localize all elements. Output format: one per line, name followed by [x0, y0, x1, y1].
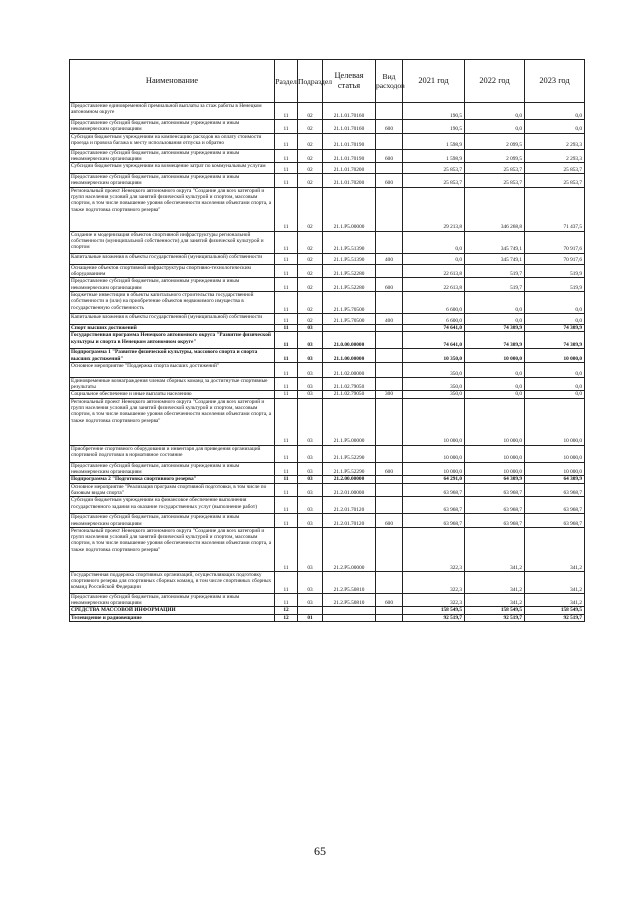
- table-row: [70, 174, 585, 188]
- row-name: Государственная поддержка спортивных организаций, осуществляющих подготовку спортивного резерва для спортивных сборных команд, в том числе спортивных сборных команд Российской Федерации: [70, 571, 275, 593]
- row-expense-type: [376, 362, 403, 377]
- row-name: Спорт высших достижений: [70, 324, 275, 331]
- row-amount-2022: 158 549,5: [465, 607, 525, 614]
- row-amount-2022: 0,0: [465, 377, 525, 391]
- row-name: Капитальные вложения в объекты государственной (муниципальной) собственности: [70, 253, 275, 264]
- row-subsection: 03: [298, 362, 323, 377]
- row-subsection: 03: [298, 497, 323, 514]
- row-amount-2023: 0,0: [525, 103, 585, 120]
- row-expense-type: [376, 103, 403, 120]
- row-section: 11: [275, 253, 298, 264]
- row-subsection: 02: [298, 264, 323, 278]
- table-row: [70, 163, 585, 174]
- row-amount-2021: 92 519,7: [403, 614, 465, 621]
- row-amount-2021: 350,0: [403, 391, 465, 398]
- table-row: [70, 313, 585, 324]
- row-amount-2023: 0,0: [525, 291, 585, 313]
- row-target-article: 21.1.P5.00000: [323, 187, 376, 231]
- row-amount-2023: 0,0: [525, 313, 585, 324]
- row-expense-type: [376, 483, 403, 497]
- row-subsection: 03: [298, 571, 323, 593]
- row-name: Субсидии бюджетным учреждениям на возмещение затрат по коммунальным услугам: [70, 163, 275, 174]
- table-row: [70, 231, 585, 253]
- row-expense-type: 600: [376, 174, 403, 188]
- row-amount-2022: 341,2: [465, 571, 525, 593]
- header-subsection: Подраздел: [298, 60, 323, 103]
- row-name: Создание и модернизация объектов спортивной инфраструктуры региональной собственности (муниципальной собственности) для занятий физической культурой и спортом: [70, 231, 275, 253]
- row-target-article: 21.1.P5.51390: [323, 231, 376, 253]
- row-amount-2021: 29 213,8: [403, 187, 465, 231]
- row-name: Основное мероприятие "Поддержка спорта высших достижений": [70, 362, 275, 377]
- row-name: Телевидение и радиовещание: [70, 614, 275, 621]
- row-name: Региональный проект Ненецкого автономного округа "Создание для всех категорий и групп населения условий для занятий физической культурой и спортом, массовым спортом, в том числе повышение уровня обеспеченности населения объектами спорта, а также подготовка спортивного резерва": [70, 527, 275, 571]
- table-row: [70, 264, 585, 278]
- row-subsection: 02: [298, 278, 323, 292]
- row-amount-2022: 25 853,7: [465, 174, 525, 188]
- table-row: [70, 571, 585, 593]
- row-section: 11: [275, 462, 298, 476]
- row-target-article: 21.1.P5.52280: [323, 278, 376, 292]
- row-amount-2021: 63 968,7: [403, 497, 465, 514]
- row-name: Капитальные вложения в объекты государственной (муниципальной) собственности: [70, 313, 275, 324]
- header-year-2023: 2023 год: [525, 60, 585, 103]
- row-subsection: [298, 607, 323, 614]
- row-target-article: 21.1.01.70160: [323, 103, 376, 120]
- row-section: 11: [275, 133, 298, 149]
- row-name: Основное мероприятие "Реализация программ спортивной подготовки, в том числе по базовым видам спорта": [70, 483, 275, 497]
- row-amount-2022: 519,7: [465, 264, 525, 278]
- row-amount-2022: 0,0: [465, 391, 525, 398]
- row-subsection: 02: [298, 120, 323, 134]
- header-year-2022: 2022 год: [465, 60, 525, 103]
- row-name: Субсидии бюджетным учреждениям на компенсацию расходов на оплату стоимости проезда и провоза багажа к месту использования отпуска и обратно: [70, 133, 275, 149]
- row-expense-type: 400: [376, 253, 403, 264]
- table-row: [70, 593, 585, 607]
- row-amount-2023: 341,2: [525, 571, 585, 593]
- table-row: [70, 377, 585, 391]
- row-amount-2021: 190,5: [403, 103, 465, 120]
- row-subsection: 02: [298, 103, 323, 120]
- row-amount-2022: 10 000,0: [465, 462, 525, 476]
- row-section: 11: [275, 103, 298, 120]
- row-target-article: 21.2.P5.50810: [323, 593, 376, 607]
- row-amount-2021: 63 968,7: [403, 483, 465, 497]
- row-amount-2022: 63 968,7: [465, 497, 525, 514]
- row-subsection: 03: [298, 593, 323, 607]
- row-subsection: 01: [298, 614, 323, 621]
- row-expense-type: [376, 614, 403, 621]
- row-amount-2021: 63 968,7: [403, 514, 465, 528]
- row-section: 11: [275, 231, 298, 253]
- row-subsection: 02: [298, 133, 323, 149]
- row-amount-2023: 341,2: [525, 527, 585, 571]
- row-amount-2023: 10 000,0: [525, 462, 585, 476]
- row-name: Предоставление субсидий бюджетным, автономным учреждениям и иным некоммерческим организациям: [70, 462, 275, 476]
- budget-table-sheet: [69, 59, 584, 622]
- row-expense-type: [376, 231, 403, 253]
- row-expense-type: [376, 163, 403, 174]
- row-amount-2023: 74 309,9: [525, 324, 585, 331]
- table-row: [70, 120, 585, 134]
- row-amount-2022: 346 268,8: [465, 187, 525, 231]
- row-amount-2021: 10 000,0: [403, 462, 465, 476]
- row-name: Предоставление субсидий бюджетным, автономным учреждениям и иным некоммерческим организациям: [70, 174, 275, 188]
- row-expense-type: 600: [376, 278, 403, 292]
- row-amount-2021: 74 641,0: [403, 332, 465, 349]
- budget-table: [69, 59, 585, 622]
- row-section: 11: [275, 149, 298, 163]
- row-name: Приобретение спортивного оборудования и инвентаря для приведения организаций спортивной подготовки в нормативное состояние: [70, 445, 275, 462]
- row-subsection: 03: [298, 391, 323, 398]
- row-name: Социальное обеспечение и иные выплаты населению: [70, 391, 275, 398]
- row-section: 11: [275, 593, 298, 607]
- table-row: [70, 103, 585, 120]
- row-expense-type: 400: [376, 313, 403, 324]
- row-name: Подпрограмма 2 "Подготовка спортивного резерва": [70, 476, 275, 483]
- row-amount-2022: 74 309,9: [465, 332, 525, 349]
- row-expense-type: 600: [376, 149, 403, 163]
- row-section: 11: [275, 377, 298, 391]
- row-target-article: 21.1.02.00000: [323, 362, 376, 377]
- header-expense-type: Вид расходов: [376, 60, 403, 103]
- row-amount-2023: 2 293,3: [525, 133, 585, 149]
- row-expense-type: [376, 291, 403, 313]
- table-row: [70, 497, 585, 514]
- row-name: Предоставление единовременной премиальной выплаты за стаж работы в Ненецком автономном округе: [70, 103, 275, 120]
- row-expense-type: [376, 398, 403, 445]
- row-expense-type: 600: [376, 462, 403, 476]
- table-header-row: [70, 60, 585, 103]
- row-section: 11: [275, 264, 298, 278]
- row-name: Единовременные вознаграждения членам сборных команд за достигнутые спортивные результаты: [70, 377, 275, 391]
- row-expense-type: [376, 377, 403, 391]
- row-amount-2022: 341,2: [465, 593, 525, 607]
- row-target-article: 21.1.00.00000: [323, 349, 376, 363]
- row-amount-2022: 2 099,5: [465, 149, 525, 163]
- row-subsection: 02: [298, 231, 323, 253]
- row-amount-2022: 0,0: [465, 362, 525, 377]
- row-amount-2022: 0,0: [465, 120, 525, 134]
- row-target-article: 21.2.01.70120: [323, 514, 376, 528]
- row-expense-type: 300: [376, 391, 403, 398]
- row-amount-2021: 64 291,0: [403, 476, 465, 483]
- table-row: [70, 398, 585, 445]
- row-name: Региональный проект Ненецкого автономного округа "Создание для всех категорий и групп населения условий для занятий физической культурой и спортом, массовым спортом, в том числе повышение уровня обеспеченности населения объектами спорта, а также подготовка спортивного резерва": [70, 398, 275, 445]
- row-subsection: 02: [298, 187, 323, 231]
- row-amount-2021: 10 000,0: [403, 398, 465, 445]
- row-target-article: 21.2.01.70120: [323, 497, 376, 514]
- row-subsection: 03: [298, 514, 323, 528]
- row-section: 12: [275, 607, 298, 614]
- row-target-article: [323, 614, 376, 621]
- row-amount-2021: 158 549,5: [403, 607, 465, 614]
- table-row: [70, 253, 585, 264]
- row-section: 11: [275, 571, 298, 593]
- table-body: [70, 103, 585, 622]
- row-section: 11: [275, 483, 298, 497]
- row-amount-2022: 341,2: [465, 527, 525, 571]
- row-amount-2021: 0,0: [403, 231, 465, 253]
- row-subsection: 02: [298, 253, 323, 264]
- row-amount-2023: 158 549,5: [525, 607, 585, 614]
- row-subsection: 02: [298, 149, 323, 163]
- table-row: [70, 349, 585, 363]
- row-amount-2023: 0,0: [525, 362, 585, 377]
- row-target-article: [323, 607, 376, 614]
- row-target-article: 21.0.00.00000: [323, 332, 376, 349]
- row-name: Государственная программа Ненецкого автономного округа "Развитие физической культуры и спорта в Ненецком автономном округе": [70, 332, 275, 349]
- row-subsection: 03: [298, 377, 323, 391]
- row-amount-2022: 63 968,7: [465, 514, 525, 528]
- row-subsection: 03: [298, 476, 323, 483]
- row-expense-type: [376, 332, 403, 349]
- row-subsection: 03: [298, 398, 323, 445]
- table-row: [70, 527, 585, 571]
- row-amount-2023: 0,0: [525, 120, 585, 134]
- row-target-article: 21.1.P5.52280: [323, 264, 376, 278]
- row-amount-2023: 0,0: [525, 377, 585, 391]
- row-target-article: 21.1.01.70190: [323, 149, 376, 163]
- row-target-article: 21.1.02.79050: [323, 391, 376, 398]
- row-name: СРЕДСТВА МАССОВОЙ ИНФОРМАЦИИ: [70, 607, 275, 614]
- row-amount-2021: 322,3: [403, 593, 465, 607]
- table-row: [70, 445, 585, 462]
- row-target-article: [323, 324, 376, 331]
- table-row: [70, 362, 585, 377]
- row-section: 11: [275, 187, 298, 231]
- row-section: 11: [275, 313, 298, 324]
- row-target-article: 21.1.P5.70500: [323, 291, 376, 313]
- row-expense-type: 600: [376, 120, 403, 134]
- row-amount-2023: 64 309,9: [525, 476, 585, 483]
- row-amount-2022: 10 000,0: [465, 398, 525, 445]
- row-amount-2022: 0,0: [465, 291, 525, 313]
- row-amount-2022: 0,0: [465, 313, 525, 324]
- table-row: [70, 614, 585, 621]
- row-subsection: 02: [298, 313, 323, 324]
- row-amount-2022: 345 749,1: [465, 231, 525, 253]
- row-section: 11: [275, 398, 298, 445]
- header-name: Наименование: [70, 60, 275, 103]
- row-amount-2021: 1 598,9: [403, 149, 465, 163]
- row-name: Бюджетные инвестиции в объекты капитального строительства государственной собственности и (или) на приобретение объектов недвижимого имущества в государственную собственность: [70, 291, 275, 313]
- row-section: 11: [275, 291, 298, 313]
- row-target-article: 21.1.P5.70500: [323, 313, 376, 324]
- table-row: [70, 607, 585, 614]
- table-row: [70, 291, 585, 313]
- table-row: [70, 133, 585, 149]
- row-amount-2021: 0,0: [403, 253, 465, 264]
- row-target-article: 21.1.02.79050: [323, 377, 376, 391]
- page-number: 65: [314, 844, 326, 858]
- row-expense-type: [376, 527, 403, 571]
- table-row: [70, 324, 585, 331]
- row-section: 11: [275, 362, 298, 377]
- table-row: [70, 462, 585, 476]
- row-amount-2023: 71 437,5: [525, 187, 585, 231]
- row-amount-2022: 25 853,7: [465, 163, 525, 174]
- row-name: Предоставление субсидий бюджетным, автономным учреждениям и иным некоммерческим организациям: [70, 593, 275, 607]
- row-amount-2021: 6 600,0: [403, 313, 465, 324]
- row-amount-2023: 10 000,0: [525, 445, 585, 462]
- row-amount-2021: 10 000,0: [403, 445, 465, 462]
- row-amount-2023: 92 519,7: [525, 614, 585, 621]
- row-section: 11: [275, 278, 298, 292]
- row-amount-2022: 2 099,5: [465, 133, 525, 149]
- header-section: Раздел: [275, 60, 298, 103]
- row-expense-type: [376, 264, 403, 278]
- row-amount-2023: 25 853,7: [525, 174, 585, 188]
- row-expense-type: [376, 445, 403, 462]
- row-section: 12: [275, 614, 298, 621]
- row-target-article: 21.1.01.70190: [323, 133, 376, 149]
- row-amount-2022: 64 309,9: [465, 476, 525, 483]
- row-amount-2021: 10 350,0: [403, 349, 465, 363]
- row-name: Оснащение объектов спортивной инфраструктуры спортивно-технологическим оборудованием: [70, 264, 275, 278]
- row-amount-2023: 25 853,7: [525, 163, 585, 174]
- table-row: [70, 332, 585, 349]
- row-subsection: 03: [298, 332, 323, 349]
- row-amount-2023: 63 968,7: [525, 497, 585, 514]
- row-subsection: 02: [298, 163, 323, 174]
- row-name: Предоставление субсидий бюджетным, автономным учреждениям и иным некоммерческим организациям: [70, 149, 275, 163]
- row-amount-2021: 22 613,8: [403, 278, 465, 292]
- row-name: Региональный проект Ненецкого автономного округа "Создание для всех категорий и групп населения условий для занятий физической культурой и спортом, массовым спортом, в том числе повышение уровня обеспеченности населения объектами спорта, а также подготовка спортивного резерва": [70, 187, 275, 231]
- row-target-article: 21.1.P5.52290: [323, 462, 376, 476]
- row-section: 11: [275, 476, 298, 483]
- row-amount-2021: 25 853,7: [403, 174, 465, 188]
- row-section: 11: [275, 445, 298, 462]
- row-target-article: 21.2.P5.00000: [323, 527, 376, 571]
- row-expense-type: [376, 476, 403, 483]
- row-amount-2023: 63 968,7: [525, 514, 585, 528]
- row-subsection: 02: [298, 174, 323, 188]
- row-name: Предоставление субсидий бюджетным, автономным учреждениям и иным некоммерческим организациям: [70, 514, 275, 528]
- row-target-article: 21.1.01.70160: [323, 120, 376, 134]
- row-target-article: 21.1.P5.52290: [323, 445, 376, 462]
- row-target-article: 21.2.P5.50810: [323, 571, 376, 593]
- row-amount-2021: 322,3: [403, 571, 465, 593]
- row-amount-2021: 322,3: [403, 527, 465, 571]
- row-subsection: 02: [298, 291, 323, 313]
- row-section: 11: [275, 163, 298, 174]
- table-row: [70, 187, 585, 231]
- row-name: Предоставление субсидий бюджетным, автономным учреждениям и иным некоммерческим организациям: [70, 278, 275, 292]
- row-amount-2022: 10 000,0: [465, 445, 525, 462]
- row-amount-2023: 63 968,7: [525, 483, 585, 497]
- row-section: 11: [275, 349, 298, 363]
- row-target-article: 21.1.P5.00000: [323, 398, 376, 445]
- row-amount-2021: 1 598,9: [403, 133, 465, 149]
- row-target-article: 21.1.P5.51390: [323, 253, 376, 264]
- row-amount-2023: 341,2: [525, 593, 585, 607]
- table-row: [70, 391, 585, 398]
- row-section: 11: [275, 527, 298, 571]
- row-amount-2022: 63 968,7: [465, 483, 525, 497]
- row-section: 11: [275, 514, 298, 528]
- row-amount-2023: 10 000,0: [525, 349, 585, 363]
- row-expense-type: [376, 497, 403, 514]
- row-expense-type: [376, 607, 403, 614]
- row-section: 11: [275, 332, 298, 349]
- table-row: [70, 278, 585, 292]
- row-amount-2022: 92 519,7: [465, 614, 525, 621]
- row-amount-2023: 519,9: [525, 264, 585, 278]
- row-amount-2021: 190,5: [403, 120, 465, 134]
- row-amount-2023: 2 293,3: [525, 149, 585, 163]
- row-name: Предоставление субсидий бюджетным, автономным учреждениям и иным некоммерческим организациям: [70, 120, 275, 134]
- row-amount-2021: 350,0: [403, 362, 465, 377]
- row-amount-2022: 519,7: [465, 278, 525, 292]
- row-amount-2023: 70 917,6: [525, 231, 585, 253]
- row-section: 11: [275, 120, 298, 134]
- row-amount-2023: 74 309,9: [525, 332, 585, 349]
- row-amount-2021: 22 613,8: [403, 264, 465, 278]
- row-amount-2022: 74 309,9: [465, 324, 525, 331]
- header-target-article: Целевая статья: [323, 60, 376, 103]
- row-amount-2021: 25 853,7: [403, 163, 465, 174]
- row-amount-2021: 6 600,0: [403, 291, 465, 313]
- row-amount-2022: 0,0: [465, 103, 525, 120]
- row-amount-2021: 350,0: [403, 377, 465, 391]
- table-row: [70, 483, 585, 497]
- table-row: [70, 476, 585, 483]
- row-expense-type: [376, 349, 403, 363]
- row-expense-type: [376, 133, 403, 149]
- row-subsection: 03: [298, 349, 323, 363]
- row-amount-2021: 74 641,0: [403, 324, 465, 331]
- row-subsection: 03: [298, 445, 323, 462]
- table-row: [70, 514, 585, 528]
- row-target-article: 21.2.01.00000: [323, 483, 376, 497]
- row-subsection: 03: [298, 483, 323, 497]
- row-expense-type: [376, 324, 403, 331]
- row-subsection: 03: [298, 527, 323, 571]
- row-expense-type: [376, 187, 403, 231]
- row-target-article: 21.2.00.00000: [323, 476, 376, 483]
- row-subsection: 03: [298, 324, 323, 331]
- row-target-article: 21.1.01.70200: [323, 174, 376, 188]
- row-subsection: 03: [298, 462, 323, 476]
- row-amount-2023: 70 917,6: [525, 253, 585, 264]
- header-year-2021: 2021 год: [403, 60, 465, 103]
- row-expense-type: [376, 571, 403, 593]
- table-row: [70, 149, 585, 163]
- row-amount-2023: 0,0: [525, 391, 585, 398]
- row-target-article: 21.1.01.70200: [323, 163, 376, 174]
- row-section: 11: [275, 391, 298, 398]
- row-section: 11: [275, 324, 298, 331]
- row-amount-2023: 519,9: [525, 278, 585, 292]
- row-amount-2022: 345 749,1: [465, 253, 525, 264]
- row-amount-2023: 10 000,0: [525, 398, 585, 445]
- row-section: 11: [275, 174, 298, 188]
- row-name: Субсидии бюджетным учреждениям на финансовое обеспечение выполнения государственного задания на оказание государственных услуг (выполнение работ): [70, 497, 275, 514]
- row-name: Подпрограмма 1 "Развитие физической культуры, массового спорта и спорта высших достижений": [70, 349, 275, 363]
- row-expense-type: 600: [376, 514, 403, 528]
- row-amount-2022: 10 000,0: [465, 349, 525, 363]
- row-expense-type: 600: [376, 593, 403, 607]
- row-section: 11: [275, 497, 298, 514]
